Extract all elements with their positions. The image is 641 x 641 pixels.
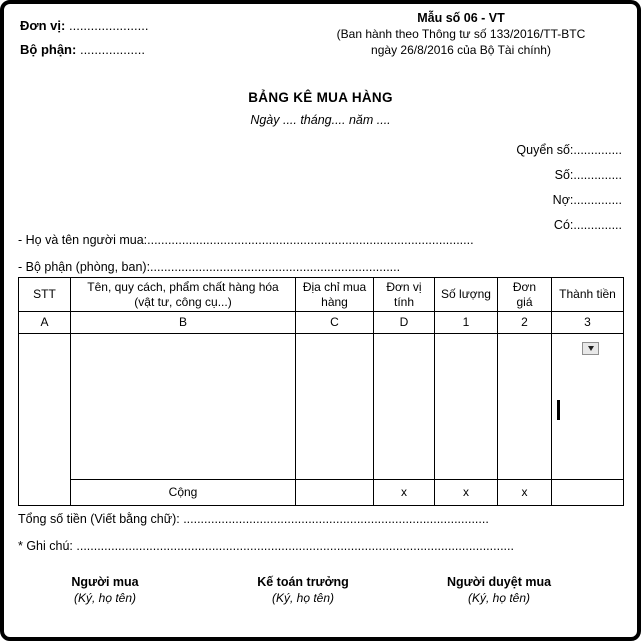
unit-value-dots: ......................	[68, 18, 149, 33]
code-cell-3: 3	[552, 312, 624, 334]
form-number: Mẫu số 06 - VT	[417, 11, 505, 25]
credit-line	[516, 213, 622, 238]
dropdown-button[interactable]	[582, 342, 599, 355]
col-header-item: Tên, quy cách, phẩm chất hàng hóa (vật tư, công cụ...)	[71, 278, 296, 312]
buyer-dept-dots: ........................................................................	[150, 260, 401, 274]
code-cell-b: B	[71, 312, 296, 334]
code-cell-a: A	[19, 312, 71, 334]
code-cell-1: 1	[435, 312, 498, 334]
credit-label: Có:	[553, 218, 574, 232]
table-total-row	[19, 480, 624, 506]
dept-label: Bộ phận:	[20, 42, 77, 57]
number-dots: ..............	[573, 168, 622, 182]
refs-block	[516, 138, 622, 238]
total-address-cell	[296, 480, 374, 506]
dept-value-dots: ..................	[79, 42, 145, 57]
debit-dots: ..............	[573, 193, 622, 207]
signature-chief-accountant	[213, 575, 393, 605]
text-cursor	[557, 400, 560, 420]
buyer-name-line	[18, 233, 518, 247]
unit-dept-block	[20, 14, 220, 62]
page-title: BẢNG KÊ MUA HÀNG	[248, 90, 393, 105]
number-line	[516, 163, 622, 188]
data-cell-address[interactable]	[296, 334, 374, 480]
debit-line	[516, 188, 622, 213]
col-header-amount: Thành tiền	[552, 278, 624, 312]
unit-label: Đơn vị:	[20, 18, 66, 33]
col-header-address: Địa chỉ mua hàng	[296, 278, 374, 312]
signature-buyer-sub: (Ký, họ tên)	[73, 591, 137, 605]
form-number-block	[295, 10, 627, 58]
total-amount-words-label: Tổng số tiền (Viết bằng chữ):	[18, 512, 180, 526]
chevron-down-icon	[588, 346, 594, 351]
table-header-row	[19, 278, 624, 312]
number-label: Số:	[554, 168, 574, 182]
data-cell-stt[interactable]	[19, 334, 71, 506]
issuance-line-2: ngày 26/8/2016 của Bộ Tài chính)	[371, 43, 551, 57]
signature-chief-accountant-sub: (Ký, họ tên)	[271, 591, 335, 605]
data-cell-amount[interactable]	[552, 334, 624, 480]
signature-chief-accountant-title: Kế toán trưởng	[257, 575, 349, 589]
signature-purchase-approver	[409, 575, 589, 605]
credit-dots: ..............	[573, 218, 622, 232]
code-cell-c: C	[296, 312, 374, 334]
buyer-name-label: - Họ và tên người mua:	[18, 233, 148, 247]
total-quantity-cell: x	[435, 480, 498, 506]
table-code-row	[19, 312, 624, 334]
col-header-unit: Đơn vị tính	[374, 278, 435, 312]
signature-buyer-title: Người mua	[71, 575, 139, 589]
buyer-name-dots: ..............................................................................................	[147, 233, 474, 247]
note-dots: ..............................................................................................................................	[76, 539, 514, 553]
data-cell-quantity[interactable]	[435, 334, 498, 480]
purchase-table	[18, 277, 624, 506]
total-label-cell: Cộng	[71, 480, 296, 506]
debit-label: Nợ:	[552, 193, 574, 207]
data-cell-item[interactable]	[71, 334, 296, 480]
book-number-line	[516, 138, 622, 163]
data-cell-unit[interactable]	[374, 334, 435, 480]
issuance-line-1: (Ban hành theo Thông tư số 133/2016/TT-BTC	[336, 27, 586, 41]
code-cell-2: 2	[498, 312, 552, 334]
total-amount-words-line	[18, 512, 618, 526]
note-label: * Ghi chú:	[18, 539, 73, 553]
total-price-cell: x	[498, 480, 552, 506]
col-header-price: Đơn giá	[498, 278, 552, 312]
col-header-stt: STT	[19, 278, 71, 312]
total-amount-cell	[552, 480, 624, 506]
signature-purchase-approver-sub: (Ký, họ tên)	[467, 591, 531, 605]
date-line: Ngày .... tháng.... năm ....	[250, 113, 391, 127]
buyer-dept-label: - Bộ phận (phòng, ban):	[18, 260, 151, 274]
unit-line	[20, 14, 220, 38]
data-cell-price[interactable]	[498, 334, 552, 480]
dept-line	[20, 38, 220, 62]
total-unit-cell: x	[374, 480, 435, 506]
total-amount-words-dots: ........................................................................................	[183, 512, 489, 526]
buyer-dept-line	[18, 260, 518, 274]
book-number-dots: ..............	[573, 143, 622, 157]
book-number-label: Quyển số:	[516, 143, 574, 157]
signature-purchase-approver-title: Người duyệt mua	[446, 575, 552, 589]
code-cell-d: D	[374, 312, 435, 334]
table-data-row	[19, 334, 624, 480]
signature-buyer	[15, 575, 195, 605]
note-line	[18, 539, 618, 553]
col-header-quantity: Số lượng	[435, 278, 498, 312]
